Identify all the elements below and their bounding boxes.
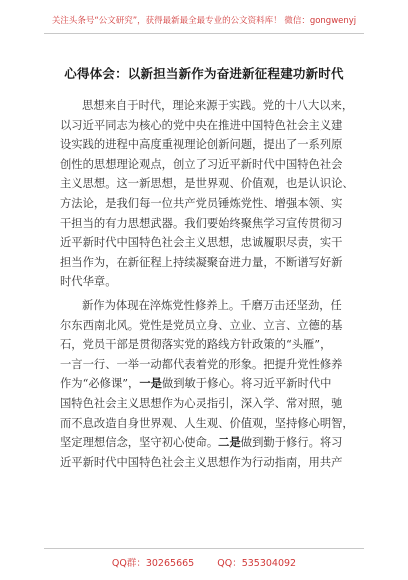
paragraph-line: 以习近平同志为核心的党中央在推进中国特色社会主义建 [60,118,343,132]
paragraph-line: 担当作为，在新征程上持续凝聚奋进力量，不断谱写好新 [60,255,343,269]
paragraph-line: 国特色社会主义思想作为心灵指引，深入学、常对照，驰 [60,396,343,410]
paragraph-line: 时代华章。 [60,275,117,289]
paragraph-line: 方法论，是我们每一位共产党员锤炼党性、增强本领、实 [60,196,343,210]
paragraph-line: 而不息改造自身世界观、人生观、价值观，坚持修心明智， [60,416,354,430]
paragraph-line: 主义思想。这一新思想，是世界观、价值观，也是认识论、 [60,177,354,191]
paragraph-line: 新作为体现在淬炼党性修养上。千磨万击还坚劲，任 [82,299,342,312]
paragraph-line: 设实践的进程中高度重视理论创新问题，提出了一系列原 [60,138,343,152]
paragraph-line [60,433,360,453]
paragraph-line: 近平新时代中国特色社会主义思想作为行动指南，用共产 [60,455,343,469]
paragraph-text: 做到敏于修心。将习近平新时代中 [161,377,332,391]
qq-group-number: QQ群：30265665 [111,558,195,569]
paragraph-text: 作为“必修课”， [60,377,140,391]
point-marker-1: 一是 [139,376,162,391]
paragraph-line: 思想来自于时代，理论来源于实践。党的十八大以来， [82,99,354,112]
paragraph-text: 做到勤于修行。将习 [240,436,343,450]
paragraph-line: 创性的思想理论观点，创立了习近平新时代中国特色社会 [60,157,343,171]
paragraph-line: 尔东西南北风。党性是党员立身、立业、立言、立德的基 [60,318,343,332]
footer-divider [44,548,364,549]
paragraph-line: 一言一行、一举一动都代表着党的形象。把提升党性修养 [60,357,343,371]
point-marker-2: 二是 [218,435,241,450]
paragraph-line: 近平新时代中国特色社会主义思想，忠诚履职尽责，实干 [60,236,343,250]
footer-contacts [0,555,408,569]
header-divider [44,33,364,34]
paragraph-line [60,374,360,394]
paragraph-2 [60,296,360,472]
qq-number: QQ：535304092 [217,558,297,569]
header-banner: 关注头条号“公文研究”，获得最新最全最专业的公文资料库！ 微信：gongwenyj [51,16,357,26]
paragraph-line: 石，党员干部是贯彻落实党的路线方针政策的“头雁”， [60,338,332,352]
paragraph-line: 干担当的有力思想武器。我们要始终聚焦学习宣传贯彻习 [60,216,343,230]
document-title: 心得体会：以新担当新作为奋进新征程建功新时代 [64,66,344,81]
paragraph-1 [60,96,360,292]
paragraph-text: 坚定理想信念，坚守初心使命。 [60,436,219,450]
